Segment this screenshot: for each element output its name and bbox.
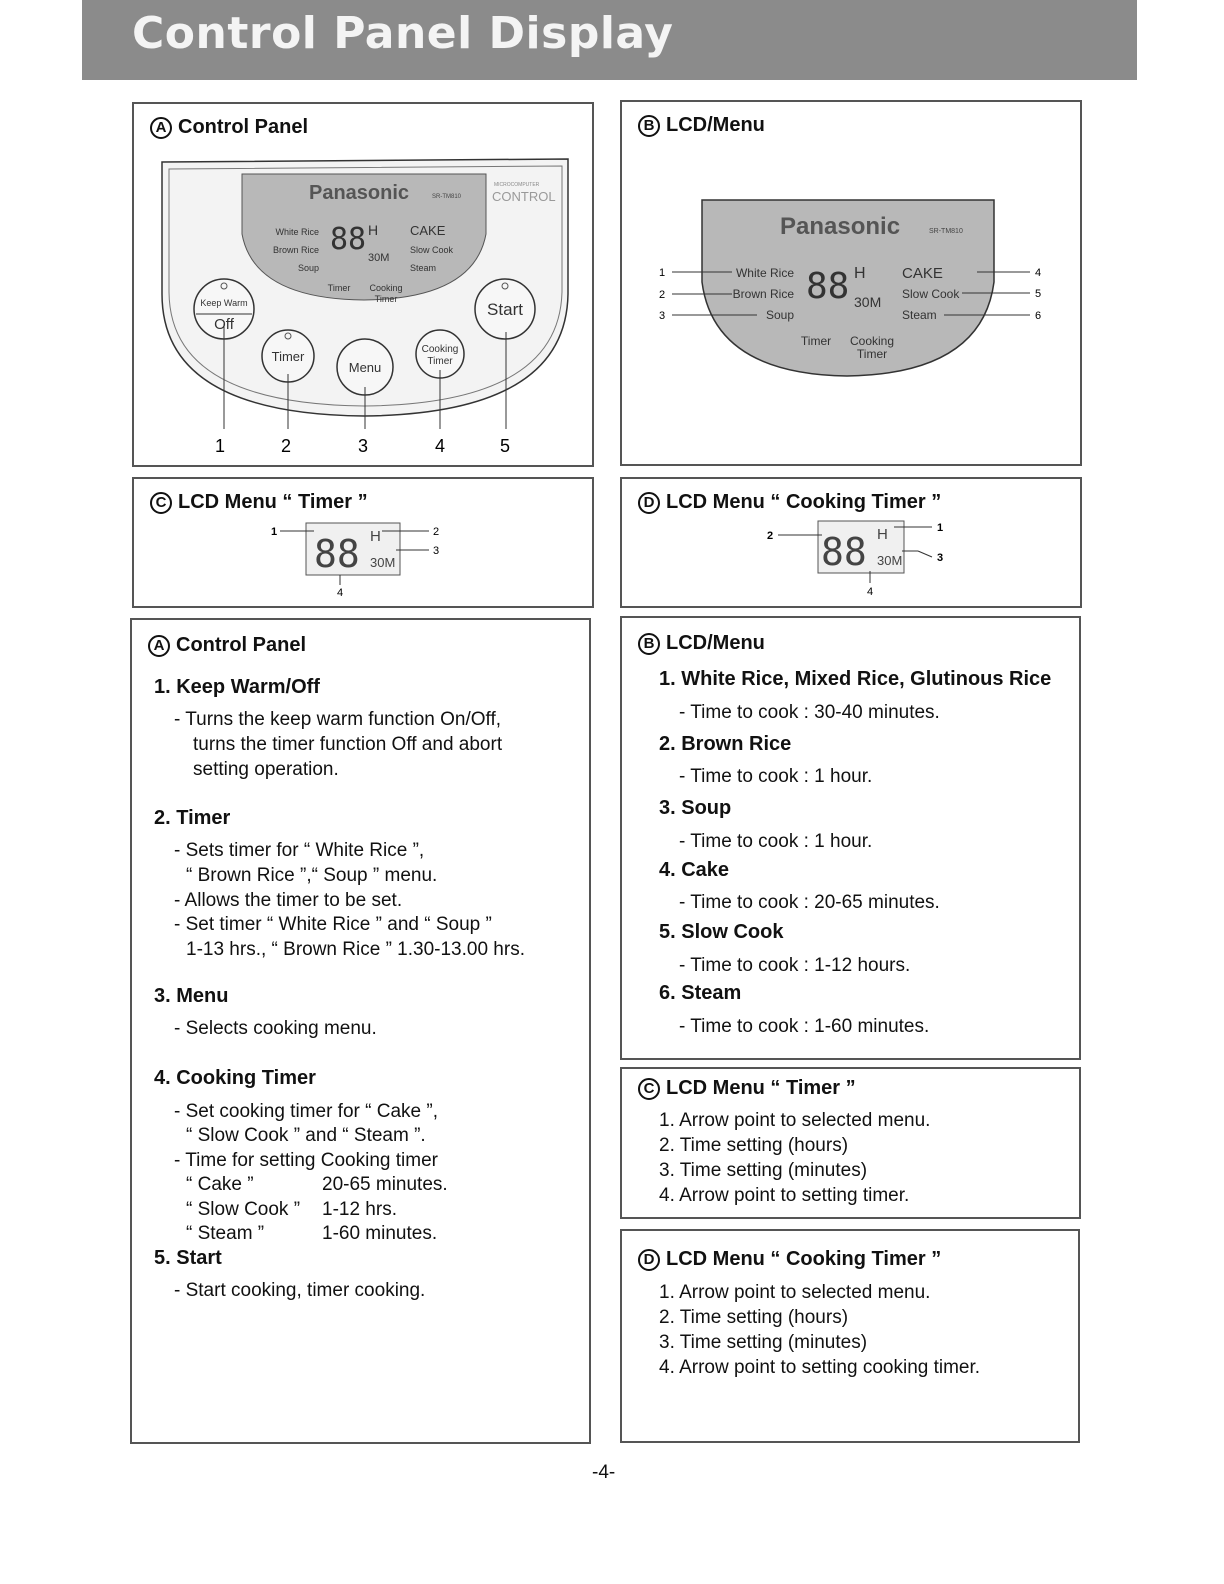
svg-text:1: 1 [936,522,944,534]
lcd-timer-illustration [134,479,592,606]
svg-text:CAKE: CAKE [410,223,446,238]
svg-text:Off: Off [214,316,234,333]
svg-text:SR-TM810: SR-TM810 [432,194,462,200]
legend-line: 4. Arrow point to setting timer. [659,1185,910,1206]
menu-line: - Time to cook : 1-60 minutes. [679,1016,930,1037]
svg-text:1: 1 [658,267,666,279]
svg-text:Brown Rice: Brown Rice [272,245,319,255]
lcd-menu-description-title: B LCD/Menu [638,632,765,655]
svg-text:1: 1 [270,526,278,538]
control-panel-title-text: Control Panel [178,116,309,138]
item-line: turns the timer function Off and abort [193,734,503,755]
item-line: “ Slow Cook ” and “ Steam ”. [186,1125,426,1146]
svg-text:Timer: Timer [327,283,351,293]
timer-table-value: 1-60 minutes. [322,1223,438,1244]
svg-text:Timer: Timer [800,334,832,348]
svg-text:CONTROL: CONTROL [492,189,556,204]
control-panel-description-box [130,618,591,1444]
menu-heading: 4. Cake [659,859,730,881]
timer-table-label: “ Steam ” [186,1223,265,1244]
lcd-cooking-timer-illustration [622,479,1080,606]
menu-heading: 1. White Rice, Mixed Rice, Glutinous Rice [659,668,1052,690]
svg-text:Panasonic: Panasonic [780,213,901,240]
page-title: Control Panel Display [132,8,674,59]
lcd-timer-description-box [620,1067,1081,1219]
item-line: - Sets timer for “ White Rice ”, [174,840,425,861]
svg-text:Keep Warm: Keep Warm [200,298,248,308]
svg-text:SR-TM810: SR-TM810 [929,228,963,235]
svg-text:CAKE: CAKE [902,265,943,282]
section-letter-b: B [638,633,660,655]
svg-text:5: 5 [1034,288,1042,300]
section-letter-c: C [150,492,172,514]
svg-text:Steam: Steam [902,308,937,322]
lcd-cooking-timer-figure-box [620,477,1082,608]
svg-text:Brown Rice: Brown Rice [732,287,794,301]
brand-logo: Panasonic [309,182,410,204]
menu-heading: 5. Slow Cook [659,921,784,943]
timer-table-label: “ Cake ” [186,1174,254,1195]
svg-text:White Rice: White Rice [735,266,794,280]
legend-line: 3. Time setting (minutes) [659,1332,868,1353]
svg-text:30M: 30M [370,555,396,570]
svg-text:3: 3 [936,552,944,564]
lcd-menu-figure-title: B LCD/Menu [638,114,765,137]
svg-text:H: H [877,526,888,543]
svg-text:88: 88 [330,222,367,257]
legend-line: 1. Arrow point to selected menu. [659,1282,931,1303]
item-heading: 1. Keep Warm/Off [154,676,320,698]
svg-text:88: 88 [821,530,867,574]
section-letter-d: D [638,1249,660,1271]
svg-text:4: 4 [866,586,874,598]
svg-text:Cooking: Cooking [849,334,895,348]
svg-text:H: H [368,222,379,238]
section-letter-b: B [638,115,660,137]
lcd-menu-description-box [620,616,1081,1060]
item-line: - Set cooking timer for “ Cake ”, [174,1101,438,1122]
svg-text:30M: 30M [854,294,882,310]
item-heading: 2. Timer [154,807,231,829]
item-line: - Allows the timer to be set. [174,890,403,911]
svg-text:4: 4 [336,587,344,599]
item-line: “ Brown Rice ”,“ Soup ” menu. [186,865,438,886]
svg-text:H: H [854,265,866,282]
item-line: - Set timer “ White Rice ” and “ Soup ” [174,914,492,935]
page-number: -4- [592,1462,616,1483]
legend-line: 1. Arrow point to selected menu. [659,1110,931,1131]
menu-line: - Time to cook : 1 hour. [679,831,873,852]
section-letter-d: D [638,492,660,514]
svg-text:Soup: Soup [297,263,319,273]
svg-text:2: 2 [658,289,666,301]
lcd-menu-figure-box [620,100,1082,466]
lcd-timer-figure-title: C LCD Menu “ Timer ” [150,491,368,514]
svg-text:2: 2 [766,530,774,542]
item-line: setting operation. [193,759,339,780]
control-panel-description-title: A Control Panel [148,634,306,657]
lcd-cooking-timer-description-title: D LCD Menu “ Cooking Timer ” [638,1248,941,1271]
svg-text:Slow Cook: Slow Cook [410,245,454,255]
svg-text:2: 2 [280,436,292,456]
timer-table-value: 20-65 minutes. [322,1174,448,1195]
lcd-cooking-timer-figure-title: D LCD Menu “ Cooking Timer ” [638,491,941,514]
menu-line: - Time to cook : 1-12 hours. [679,955,911,976]
section-letter-c: C [638,1078,660,1100]
svg-text:Soup: Soup [765,308,794,322]
svg-text:88: 88 [806,266,850,307]
svg-text:Timer: Timer [271,349,305,364]
item-heading: 3. Menu [154,985,229,1007]
section-letter-a: A [148,635,170,657]
svg-text:Menu: Menu [348,360,382,375]
svg-text:H: H [370,528,381,545]
svg-text:30M: 30M [877,553,903,568]
legend-line: 3. Time setting (minutes) [659,1160,868,1181]
svg-text:Timer: Timer [374,294,398,304]
menu-heading: 6. Steam [659,982,742,1004]
svg-text:1: 1 [214,436,226,456]
item-line: - Time for setting Cooking timer [174,1150,438,1171]
item-line: - Selects cooking menu. [174,1018,377,1039]
svg-text:MICROCOMPUTER: MICROCOMPUTER [494,182,540,188]
svg-text:30M: 30M [368,252,390,264]
svg-text:Cooking: Cooking [369,283,403,293]
svg-text:88: 88 [314,532,360,576]
svg-text:4: 4 [1034,267,1042,279]
lcd-cooking-timer-description-box [620,1229,1080,1443]
svg-text:3: 3 [658,310,666,322]
lcd-timer-figure-box [132,477,594,608]
svg-text:6: 6 [1034,310,1042,322]
control-panel-figure-box [132,102,594,467]
svg-text:3: 3 [357,436,369,456]
lcd-timer-description-title: C LCD Menu “ Timer ” [638,1077,856,1100]
svg-text:White Rice: White Rice [275,227,319,237]
item-heading: 4. Cooking Timer [154,1067,316,1089]
svg-text:Steam: Steam [410,263,437,273]
timer-table-label: “ Slow Cook ” [186,1199,301,1220]
menu-line: - Time to cook : 20-65 minutes. [679,892,940,913]
svg-text:4: 4 [434,436,446,456]
legend-line: 2. Time setting (hours) [659,1307,849,1328]
svg-text:5: 5 [499,436,511,456]
menu-line: - Time to cook : 1 hour. [679,766,873,787]
menu-heading: 2. Brown Rice [659,733,792,755]
item-line: - Start cooking, timer cooking. [174,1280,426,1301]
item-line: 1-13 hrs., “ Brown Rice ” 1.30-13.00 hrs. [186,939,525,960]
legend-line: 2. Time setting (hours) [659,1135,849,1156]
svg-text:3: 3 [432,545,440,557]
legend-line: 4. Arrow point to setting cooking timer. [659,1357,981,1378]
svg-text:Start: Start [487,300,523,319]
item-heading: 5. Start [154,1247,222,1269]
lcd-menu-illustration [622,102,1080,464]
menu-line: - Time to cook : 30-40 minutes. [679,702,940,723]
svg-text:Slow Cook: Slow Cook [902,287,960,301]
menu-heading: 3. Soup [659,797,732,819]
timer-table-value: 1-12 hrs. [322,1199,397,1220]
control-panel-illustration [134,104,592,465]
item-line: - Turns the keep warm function On/Off, [174,709,502,730]
svg-text:Timer: Timer [427,356,453,367]
header-banner [82,0,1137,80]
svg-text:Cooking: Cooking [421,344,459,355]
section-letter-a: A [150,117,172,139]
svg-text:Timer: Timer [856,347,888,361]
svg-text:2: 2 [432,526,440,538]
